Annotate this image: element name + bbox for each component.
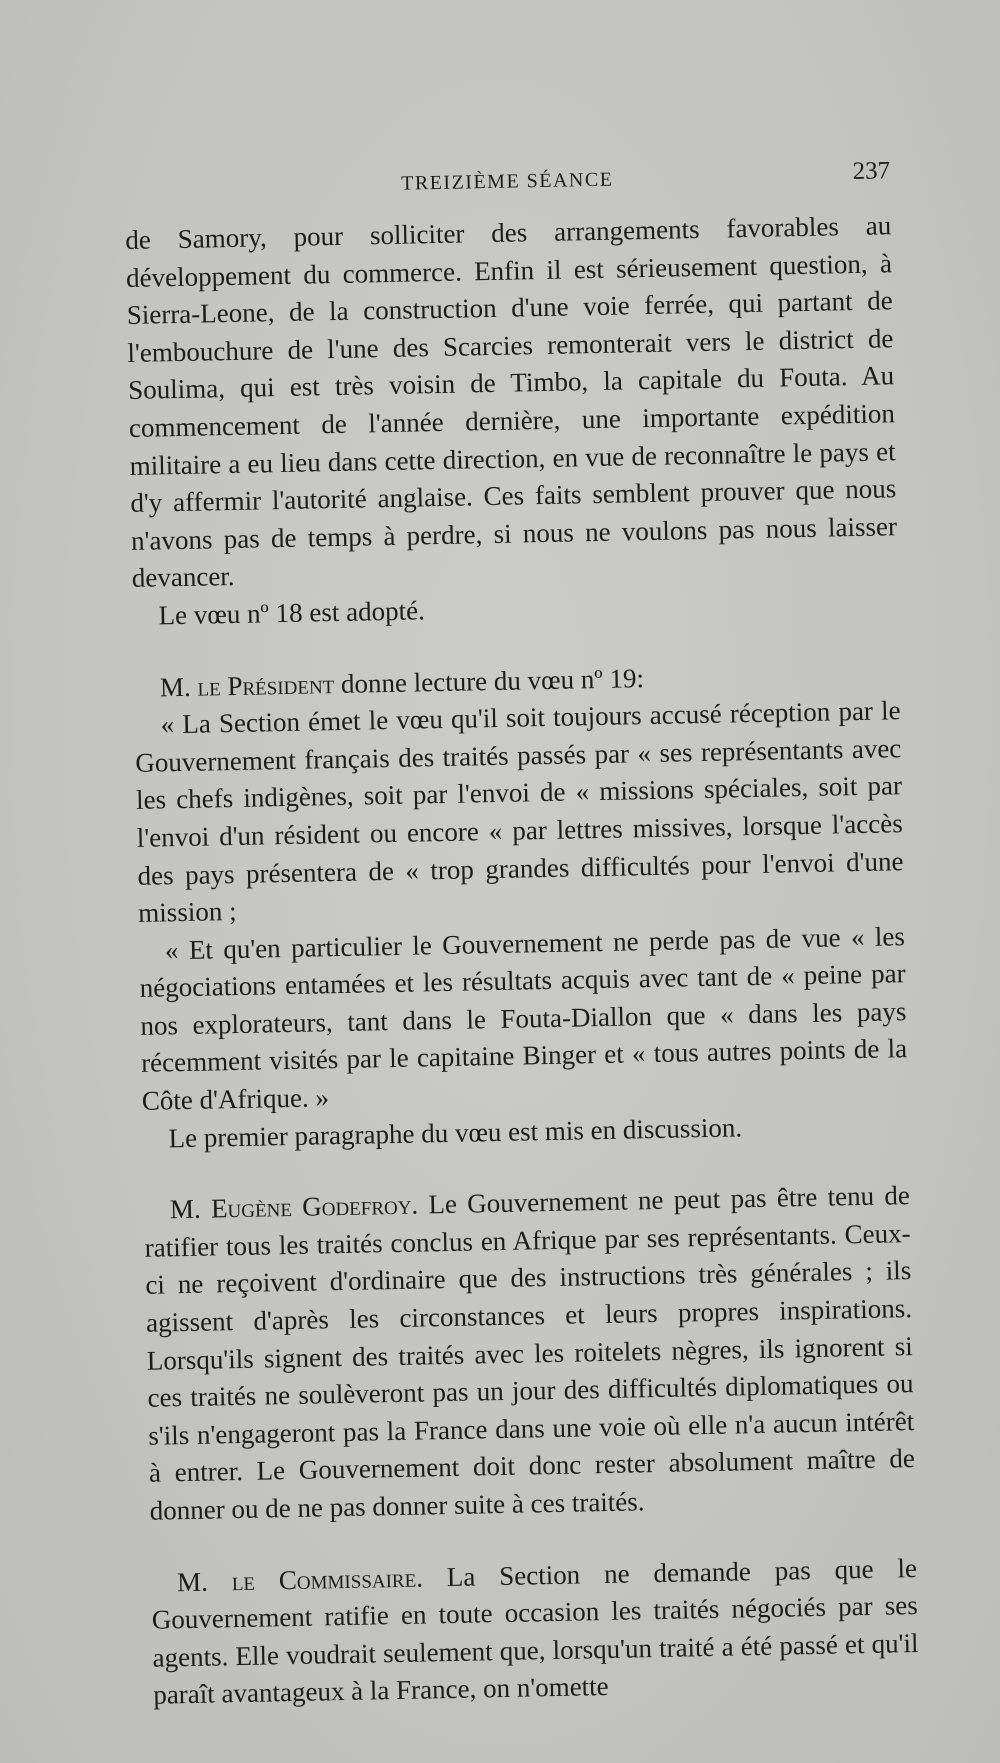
paragraph-voeu-18-adopted: Le vœu nº 18 est adopté. xyxy=(158,595,426,631)
page-number: 237 xyxy=(852,157,891,186)
paragraph-voeu-19-part-1: « La Section émet le vœu qu'il soit toujours accusé réception par le Gouvernement français des traités passés par « ses représentants avec les chefs indigènes, soit par l'envoi de « missions spéciales, soit par l'envoi d'un résident ou encore « par lettres missives, lorsque l'accès des pays présentera de « trop grandes difficultés pour l'envoi d'une mission ; xyxy=(135,695,904,928)
paragraph-godefroy xyxy=(144,1177,916,1530)
paragraph-text: La Section ne demande pas que le Gouvernement ratifie en toute occasion les traités négociés par ses agents. Elle voudrait seulement que, lorsqu'un traité a été passé et qu'il paraît avantageux à la France, on n'omette xyxy=(151,1552,919,1711)
running-title: TREIZIÈME SÉANCE xyxy=(400,168,614,195)
paragraph-samory-continuation: de Samory, pour solliciter des arrangements favorables au développement du commerce. Enfin il est sérieusement question, à Sierra-Leone, de la construction d'une voie ferrée, qui partant de l'embouchure de l'une des Scarcies remonterait vers le district de Soulima, qui est très voisin de Timbo, la capitale du Fouta. Au commencement de l'année dernière, une importante expédition militaire a eu lieu dans cette direction, en vue de reconnaître le pays et d'y affermir l'autorité anglaise. Ces faits semblent prouver que nous n'avons pas de temps à perdre, si nous ne voulons pas nous laisser devancer. xyxy=(125,210,898,594)
speaker-name: M. le Commissaire. xyxy=(176,1562,424,1597)
paragraph-text: Le Gouvernement ne peut pas être tenu de ratifier tous les traités conclus en Afrique par ses représentants. Ceux-ci ne reçoivent d'ordinaire que des instructions très générales ; ils agissent d'après les circonstances et leurs propres inspirations. Lorsqu'ils signent des traités avec les roitelets nègres, ils ignorent si ces traités ne soulèveront pas un jour des difficultés diplomatiques ou s'ils n'engageront pas la France dans une voie où elle n'a aucun intérêt à entrer. Le Gouvernement doit donc rester absolument maître de donner ou de ne pas donner suite à ces traités. xyxy=(144,1180,916,1526)
paragraph-text: donne lecture du vœu nº 19: xyxy=(333,662,645,699)
paragraph-discussion-opened: Le premier paragraphe du vœu est mis en discussion. xyxy=(168,1111,743,1153)
paragraph-commissaire xyxy=(151,1550,920,1715)
speaker-name: M. le Président xyxy=(159,668,335,702)
speaker-name: M. Eugène Godefroy. xyxy=(169,1189,419,1225)
running-head xyxy=(124,155,891,212)
paragraph-voeu-19-part-2: « Et qu'en particulier le Gouvernement ne perde pas de vue « les négociations entamées et les résultats acquis avec tant de « peine par nos explorateurs, tant dans le Fouta-Diallon que « dans les pays récemment visités par le capitaine Binger et « tous autres points de la Côte d'Afrique. » xyxy=(139,920,908,1116)
text-block xyxy=(124,155,920,1714)
